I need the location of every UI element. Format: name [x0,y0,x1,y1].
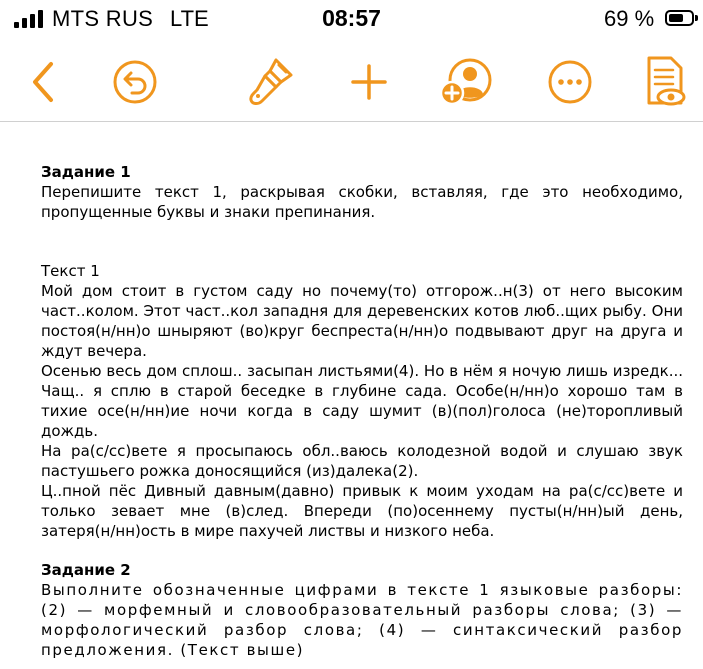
status-bar [0,0,703,40]
battery-icon [665,10,694,26]
text1-paragraph: На ра(с/сс)вете я просыпаюсь обл..ваюсь колодезной водой и слушаю звук пастушьего рожка доносящийся (из)далека(2). [41,442,683,480]
add-person-icon [439,57,493,107]
undo-button[interactable] [105,50,165,114]
task2-instructions: Выполните обозначенные цифрами в тексте 1 языковые разборы: (2) — морфемный и словообразовательный разборы слова; (3) — морфологический разбор слова; (4) — синтаксический разбор предложения. (Текст выше) [41,581,683,659]
text1-paragraph: Осенью весь дом сплош.. засыпан листьями(4). Но в нём я ночую лишь изредк... Чащ.. я сплю в старой беседке в глубине сада. Особе(н/нн)о хорошо там в тихие осе(н/нн)ие ночи когда в саду шумит (в)(пол)голоса (не)торопливый дождь. [41,362,683,440]
toolbar-divider [0,121,703,122]
ellipsis-icon [547,59,593,105]
battery-percent: 69 % [604,6,655,31]
chevron-left-icon [29,60,59,104]
carrier-name: MTS RUS [52,6,154,31]
reader-view-button[interactable] [635,50,695,114]
toolbar [0,50,703,114]
undo-icon [112,59,158,105]
document-body[interactable] [41,162,683,660]
text1-heading: Текст 1 [41,262,100,280]
text1-paragraph: Мой дом стоит в густом саду но почему(то) отгорож..н(3) от него высоким част..колом. Этот част..кол западня для деревенских котов люб..щих рыбу. Они постоя(н/нн)о шныряют (во)круг беспреста(н/нн)о подвывают друг на друга и ждут вечера. [41,282,683,360]
text1-paragraph: Ц..пной пёс Дивный давным(давно) привык к моим уходам на ра(с/сс)вете и только зевает мне (в)след. Впереди (по)осеннему пусты(н/нн)ый день, затеря(н/нн)ость в мире пахучей листвы и низкого неба. [41,482,683,540]
more-button[interactable] [540,50,600,114]
task2-heading: Задание 2 [41,561,131,579]
back-button[interactable] [14,50,74,114]
plus-icon [349,62,389,102]
task1-heading: Задание 1 [41,163,131,181]
insert-button[interactable] [339,50,399,114]
format-button[interactable] [241,50,301,114]
task1-instructions: Перепишите текст 1, раскрывая скобки, вставляя, где это необходимо, пропущенные буквы и знаки препинания. [41,183,683,221]
network-type: LTE [170,6,209,31]
document-view-icon [643,55,687,109]
status-time: 08:57 [322,5,381,31]
battery-level-fill [669,14,683,22]
paintbrush-icon [246,56,296,108]
collaborate-button[interactable] [436,50,496,114]
